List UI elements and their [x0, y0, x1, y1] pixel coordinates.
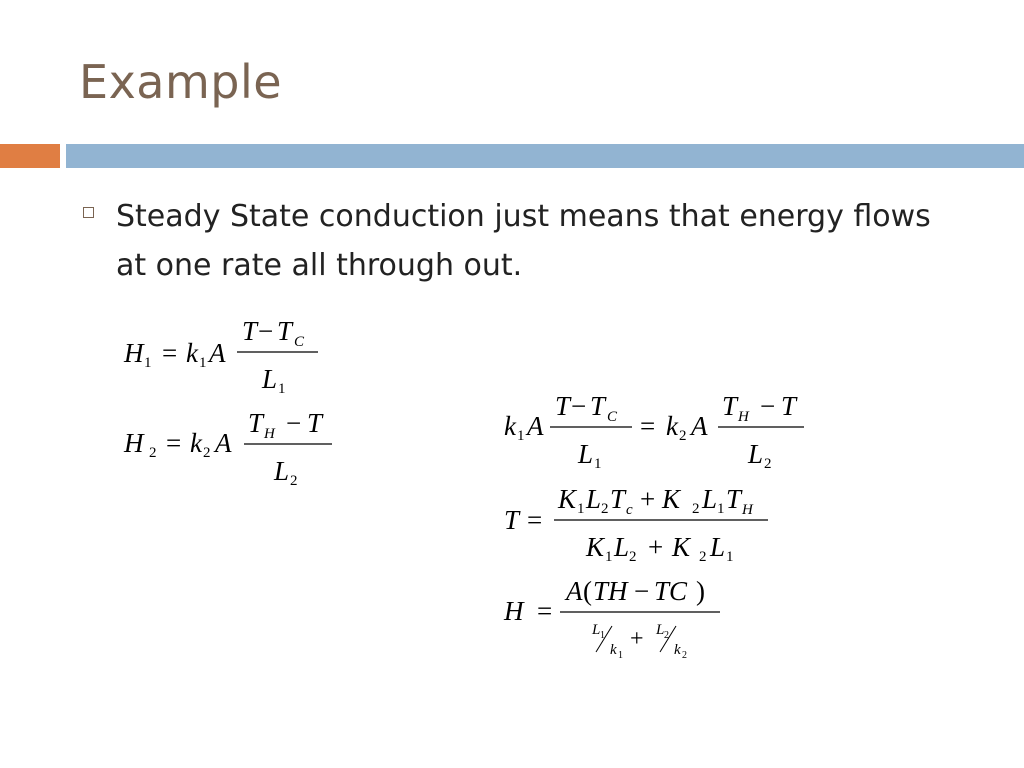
svg-text:L: L: [274, 456, 290, 486]
accent-bar-orange: [0, 144, 60, 168]
svg-text:A: A: [527, 411, 544, 441]
svg-text:=: =: [527, 505, 543, 535]
svg-text:H: H: [264, 426, 275, 442]
svg-text:1: 1: [199, 355, 207, 371]
svg-text:T: T: [610, 484, 626, 514]
svg-text:1: 1: [594, 456, 602, 472]
svg-text:+: +: [630, 626, 644, 652]
svg-text:T: T: [242, 316, 258, 346]
svg-text:H: H: [504, 596, 524, 626]
svg-text:H: H: [124, 338, 144, 368]
svg-text:T: T: [590, 391, 606, 421]
svg-text:K: K: [558, 484, 577, 514]
svg-text:2: 2: [764, 456, 772, 472]
svg-text:2: 2: [682, 650, 687, 661]
svg-text:=: =: [162, 338, 178, 368]
svg-text:T: T: [555, 391, 571, 421]
svg-text:T: T: [277, 316, 293, 346]
svg-text:+: +: [640, 484, 656, 514]
svg-text:=: =: [640, 411, 656, 441]
svg-text:H: H: [124, 428, 144, 458]
svg-text:1: 1: [144, 355, 152, 371]
svg-text:L: L: [614, 532, 630, 562]
svg-text:T: T: [722, 391, 738, 421]
equation-h2: [120, 398, 350, 505]
svg-text:1: 1: [278, 381, 286, 397]
svg-text:−: −: [571, 391, 587, 421]
svg-text:−: −: [258, 316, 274, 346]
svg-text:2: 2: [149, 445, 157, 461]
svg-text:T: T: [781, 391, 797, 421]
svg-text:−: −: [760, 391, 776, 421]
slide-title: Example: [79, 55, 283, 109]
svg-text:C: C: [607, 409, 618, 425]
svg-text:2: 2: [699, 549, 707, 565]
svg-text:C: C: [294, 334, 305, 350]
svg-text:TC: TC: [654, 576, 688, 606]
svg-text:−: −: [634, 576, 650, 606]
svg-text:k: k: [610, 642, 617, 658]
bullet-square-icon: [83, 207, 94, 218]
svg-text:=: =: [166, 428, 182, 458]
svg-text:k: k: [186, 338, 198, 368]
svg-text:L: L: [586, 484, 602, 514]
svg-text:k: k: [674, 642, 681, 658]
svg-text:L: L: [702, 484, 718, 514]
svg-text:): ): [696, 576, 705, 606]
svg-text:1: 1: [717, 501, 725, 517]
accent-bar-blue: [66, 144, 1024, 168]
svg-text:k: k: [190, 428, 202, 458]
svg-text:1: 1: [726, 549, 734, 565]
svg-text:A: A: [566, 576, 583, 606]
svg-text:k: k: [504, 411, 516, 441]
svg-text:L: L: [748, 439, 764, 469]
svg-text:L: L: [262, 364, 278, 394]
equation-temperature: [500, 474, 780, 581]
svg-text:1: 1: [517, 428, 525, 444]
svg-text:2: 2: [629, 549, 637, 565]
svg-text:2: 2: [203, 445, 211, 461]
bullet-text: Steady State conduction just means that energy flows at one rate all through out.: [116, 199, 931, 283]
equation-heat-flow: [500, 568, 760, 675]
svg-text:1: 1: [577, 501, 585, 517]
svg-text:T: T: [504, 505, 520, 535]
svg-text:T: T: [307, 408, 323, 438]
svg-text:L: L: [656, 622, 665, 638]
svg-text:TH: TH: [593, 576, 628, 606]
svg-text:K: K: [672, 532, 691, 562]
svg-text:2: 2: [664, 630, 669, 641]
svg-text:c: c: [626, 502, 633, 518]
svg-text:A: A: [215, 428, 232, 458]
equation-balance: [500, 380, 820, 487]
svg-text:k: k: [666, 411, 678, 441]
svg-text:+: +: [648, 532, 664, 562]
svg-text:K: K: [586, 532, 605, 562]
svg-text:L: L: [592, 622, 601, 638]
svg-text:T: T: [248, 408, 264, 438]
svg-text:=: =: [537, 596, 553, 626]
svg-text:2: 2: [601, 501, 609, 517]
svg-text:(: (: [583, 576, 592, 606]
svg-text:2: 2: [290, 473, 298, 489]
svg-text:H: H: [738, 409, 749, 425]
svg-text:2: 2: [692, 501, 700, 517]
svg-text:2: 2: [679, 428, 687, 444]
svg-text:A: A: [691, 411, 708, 441]
svg-text:H: H: [742, 502, 753, 518]
svg-text:−: −: [286, 408, 302, 438]
svg-text:L: L: [710, 532, 726, 562]
svg-text:K: K: [662, 484, 681, 514]
svg-text:1: 1: [605, 549, 613, 565]
svg-text:L: L: [578, 439, 594, 469]
svg-text:1: 1: [618, 650, 623, 661]
svg-text:T: T: [726, 484, 742, 514]
equation-h1: [120, 310, 340, 407]
svg-text:1: 1: [600, 630, 605, 641]
svg-text:A: A: [209, 338, 226, 368]
